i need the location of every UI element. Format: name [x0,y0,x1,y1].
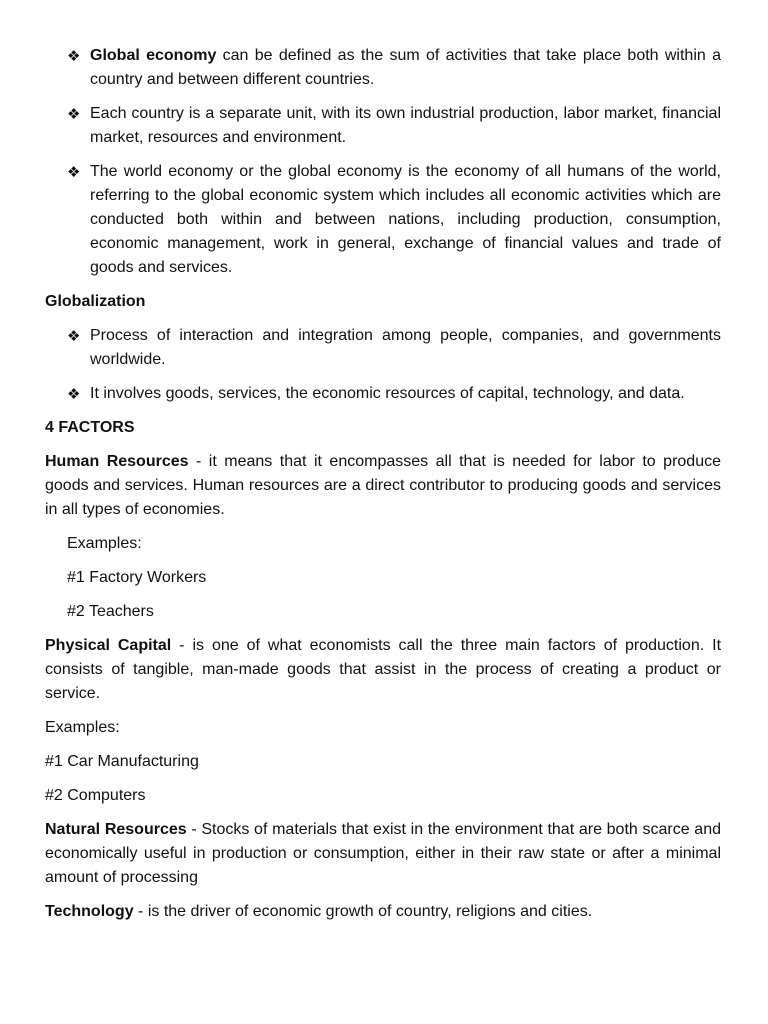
example-item: #2 Teachers [67,603,154,620]
term-human-resources: Human Resources [45,453,189,470]
examples-label-physical: Examples: [45,719,120,736]
example-item: #2 Computers [45,787,146,804]
diamond-bullet-icon: ❖ [67,327,81,345]
term-physical-capital: Physical Capital [45,637,172,654]
examples-label-human: Examples: [67,535,142,552]
bullet-text: can be defined as the sum of activities that take place both within a country and between different countries. [90,47,721,88]
heading-4-factors: 4 FACTORS [45,419,135,436]
diamond-bullet-icon: ❖ [67,47,81,65]
bullet-process-interaction [45,324,721,372]
bullet-involves-goods [45,382,721,406]
paragraph-natural-resources: Natural Resources - Stocks of materials that exist in the environment that are both scarce and economically useful in production or consumption, either in their raw state or after a minimal amount of processing [45,821,721,886]
bullet-text: Each country is a separate unit, with its own industrial production, labor market, financial market, resources and environment. [90,105,721,146]
term-natural-resources: Natural Resources [45,821,187,838]
example-item: #1 Car Manufacturing [45,753,199,770]
bullet-world-economy [45,160,721,280]
bullet-separate-unit [45,102,721,150]
paragraph-technology: Technology - is the driver of economic growth of country, religions and cities. [45,903,593,920]
example-item: #1 Factory Workers [67,569,207,586]
bullet-global-economy [45,44,721,92]
paragraph-physical-capital: Physical Capital - is one of what economists call the three main factors of production. It consists of tangible, man-made goods that assist in the process of creating a product or service. [45,637,722,702]
diamond-bullet-icon: ❖ [67,385,81,403]
diamond-bullet-icon: ❖ [67,163,81,181]
bullet-text: Process of interaction and integration among people, companies, and governments worldwide. [90,327,721,368]
heading-globalization: Globalization [45,293,146,310]
document-page [45,44,721,924]
diamond-bullet-icon: ❖ [67,105,81,123]
term-technology: Technology [45,903,134,920]
paragraph-human-resources: Human Resources - it means that it encompasses all that is needed for labor to produce goods and services. Human resources are a direct contributor to producing goods and services in all types of economies. [45,453,722,518]
bullet-text: It involves goods, services, the economic resources of capital, technology, and data. [90,385,685,402]
term-global-economy: Global economy [90,47,217,64]
bullet-text: The world economy or the global economy is the economy of all humans of the world, referring to the global economic system which includes all economic activities which are conducted both within and between nations, including production, consumption, economic management, work in general, exchange of financial values and trade of goods and services. [90,163,721,276]
